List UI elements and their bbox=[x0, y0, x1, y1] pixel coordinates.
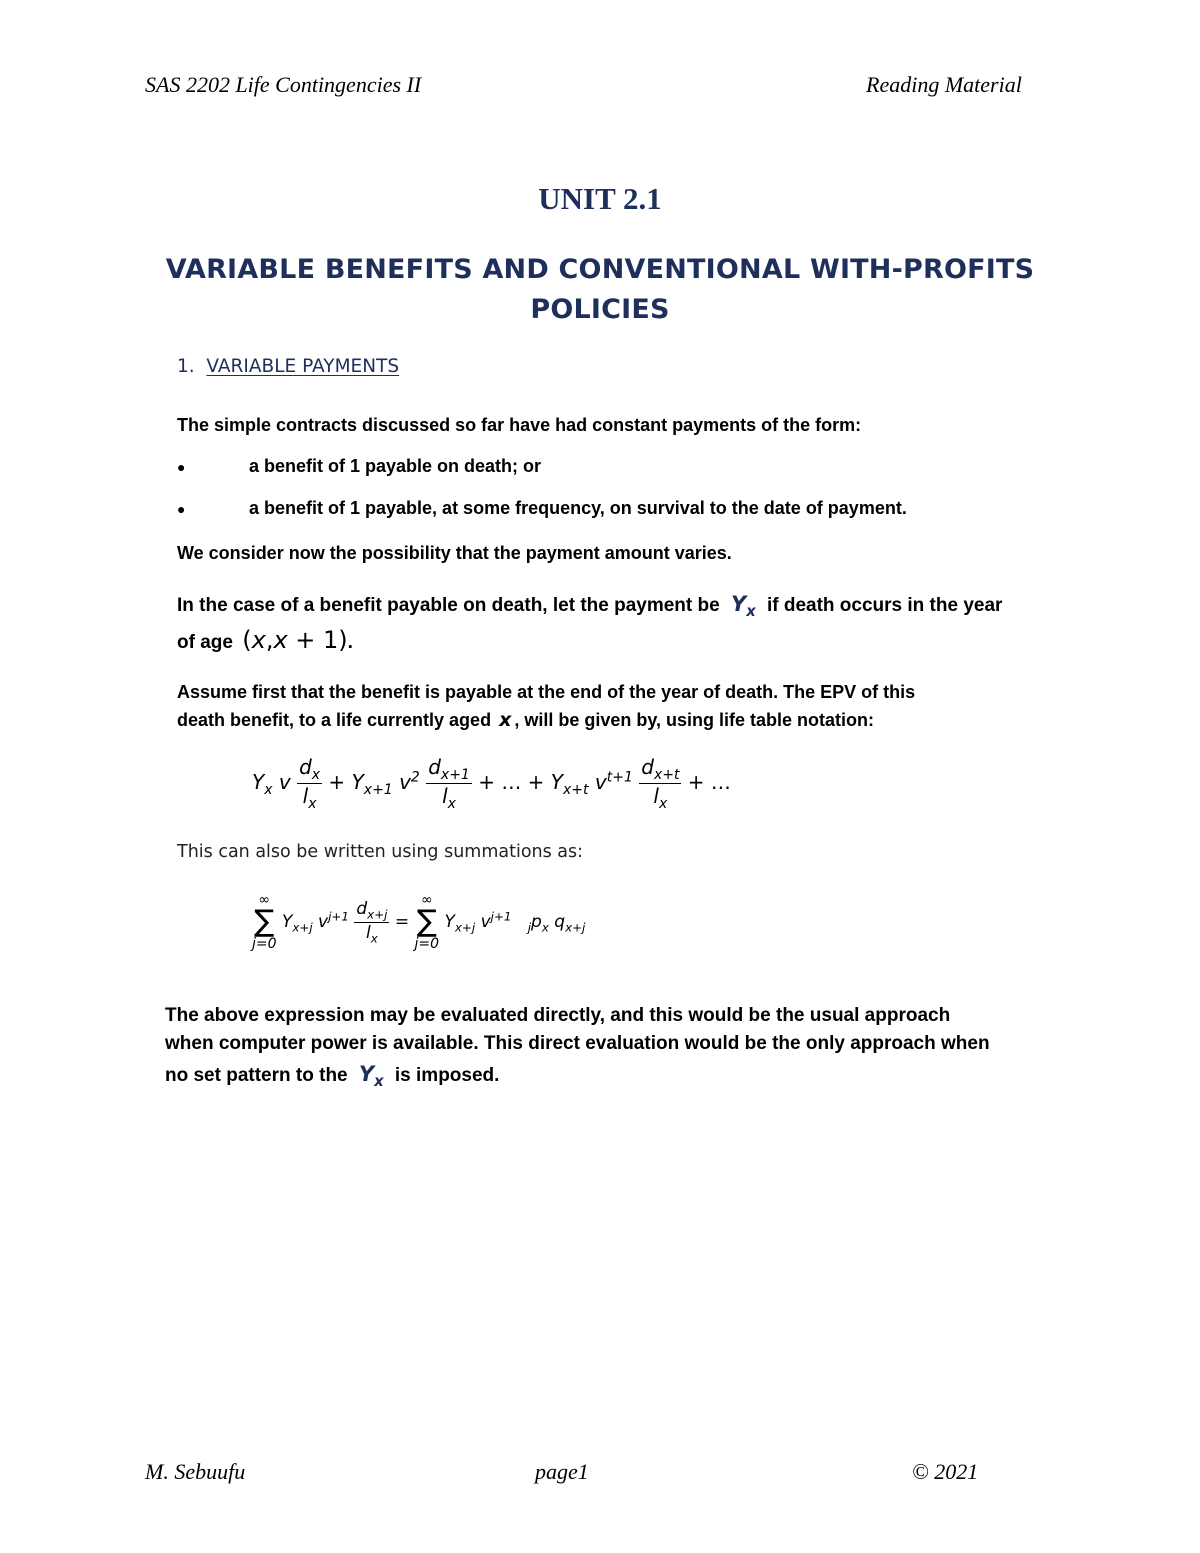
page-title-line2: POLICIES bbox=[530, 294, 670, 325]
footer-page-number: page1 bbox=[535, 1459, 589, 1484]
footer-copyright: © 2021 bbox=[912, 1459, 979, 1484]
math-Yx: $Y_x$ bbox=[730, 592, 756, 621]
assume-line1: Assume first that the benefit is payable at the end of the year of death. The EPV of this bbox=[177, 682, 916, 702]
footer-author: M. Sebuufu bbox=[145, 1459, 246, 1484]
header-reading-material: Reading Material bbox=[866, 72, 1022, 97]
page-title-line1: VARIABLE BENEFITS AND CONVENTIONAL WITH-PROFITS bbox=[165, 254, 1035, 285]
above-line3 bbox=[165, 1062, 499, 1090]
consider-text: We consider now the possibility that the payment amount varies. bbox=[177, 543, 732, 563]
epv-equation-series: $Y_x$ v $\frac{d_x}{l_x}$ + $Y_{x+1}$ $v^2$ $\frac{d_{x+1}}{l_x}$ + … + $Y_{x+t}$ $v^{t+1}$ $\frac{d_{x+t}}{l_x}$ + … bbox=[252, 755, 731, 812]
unit-heading: UNIT 2.1 bbox=[538, 181, 662, 216]
math-x: x bbox=[499, 709, 512, 731]
death-case-text-c: of age bbox=[177, 632, 233, 653]
header-course-title: SAS 2202 Life Contingencies II bbox=[145, 72, 422, 97]
bullet-item-2: a benefit of 1 payable, at some frequency, on survival to the date of payment. bbox=[249, 498, 907, 518]
above-line2: when computer power is available. This direct evaluation would be the only approach when bbox=[165, 1033, 990, 1054]
epv-equation-summation: ∞ ∑ j=0 $Y_{x+j}$ $v^{j+1}$ $\frac{d_{x+j}}{l_x}$ = ∞ ∑ j=0 $Y_{x+j}$ $v^{j+1}$ $_jp_x$ $q_{x+j}$ bbox=[252, 892, 586, 952]
above-line1: The above expression may be evaluated directly, and this would be the usual approach bbox=[165, 1005, 951, 1026]
death-case-text-a: In the case of a benefit payable on death, let the payment be bbox=[177, 595, 720, 616]
assume-line2 bbox=[177, 709, 874, 731]
assume-text-a: death benefit, to a life currently aged bbox=[177, 710, 492, 730]
section-number: 1. bbox=[177, 356, 195, 377]
above-text-a: no set pattern to the bbox=[165, 1065, 348, 1086]
above-text-b: is imposed. bbox=[394, 1065, 500, 1086]
death-case-line2: of age (x,x + 1). bbox=[177, 626, 353, 654]
bullet-marker: ● bbox=[177, 459, 186, 475]
summation-intro: This can also be written using summations as: bbox=[177, 842, 584, 862]
assume-text-b: , will be given by, using life table notation: bbox=[514, 710, 875, 730]
math-age-interval: (x,x + 1) bbox=[242, 626, 348, 654]
death-case-line1 bbox=[177, 592, 1002, 620]
math-Yx: $Y_x$ bbox=[358, 1062, 384, 1091]
bullet-marker: ● bbox=[177, 501, 186, 517]
section-heading bbox=[177, 356, 399, 377]
section-label: VARIABLE PAYMENTS bbox=[206, 356, 400, 377]
death-case-text-b: if death occurs in the year bbox=[766, 595, 1003, 616]
intro-text: The simple contracts discussed so far have had constant payments of the form: bbox=[177, 415, 862, 435]
bullet-item-1: a benefit of 1 payable on death; or bbox=[249, 456, 542, 476]
